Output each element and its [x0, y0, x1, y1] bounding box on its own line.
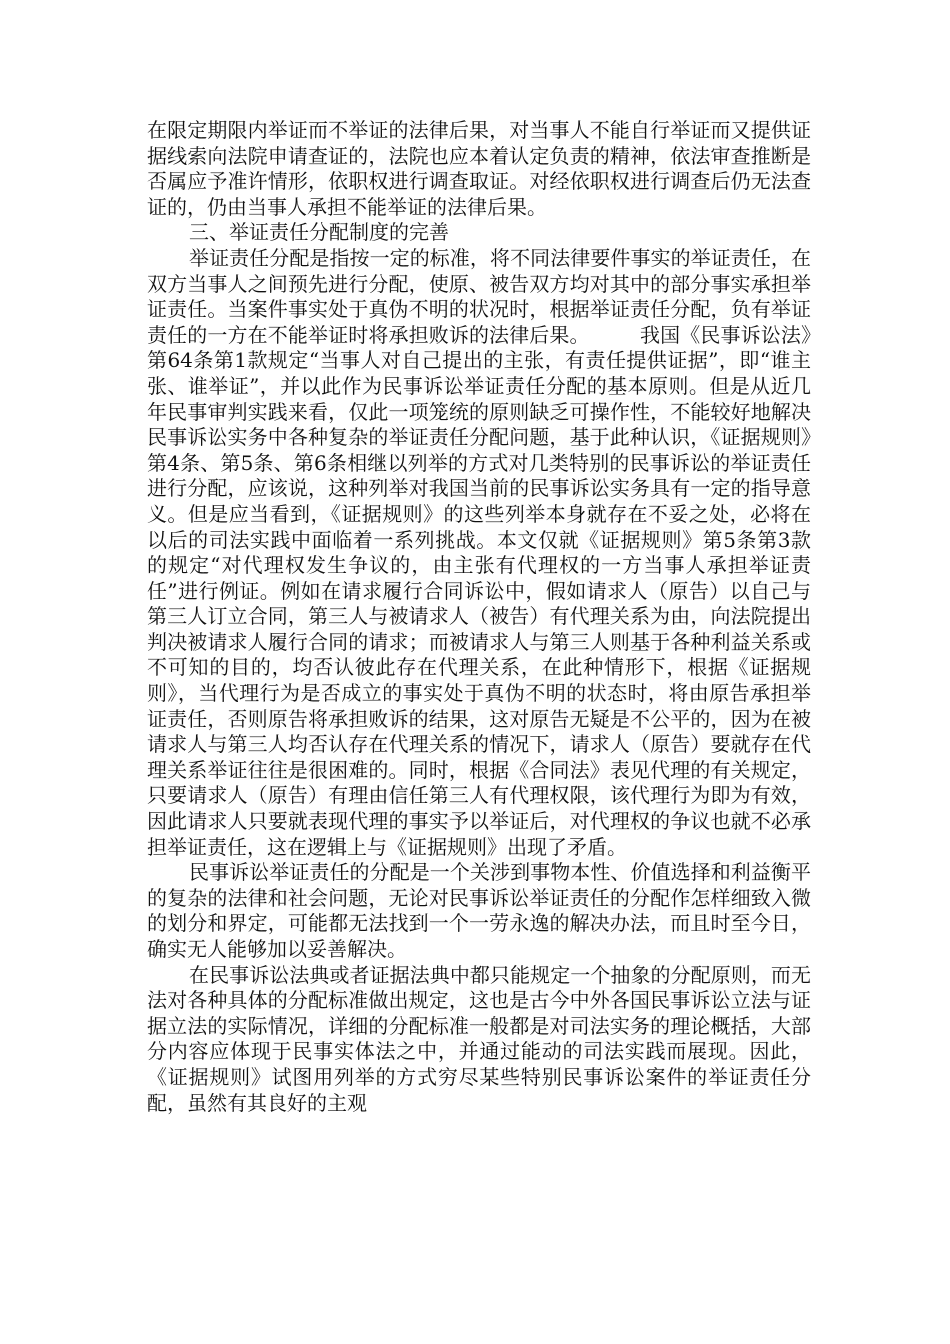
paragraph: 举证责任分配是指按一定的标准，将不同法律要件事实的举证责任，在双方当事人之间预先进行分配，使原、被告双方均对其中的部分事实承担举证责任。当案件事实处于真伪不明的状况时，根据举证责任分配，负有举证责任的一方在不能举证时将承担败诉的法律后果。 我国《民事诉讼法》第64条第1款规定“当事人对自己提出的主张，有责任提供证据”，即“谁主张、谁举证”，并以此作为民事诉讼举证责任分配的基本原则。但是从近几年民事审判实践来看，仅此一项笼统的原则缺乏可操作性，不能较好地解决民事诉讼实务中各种复杂的举证责任分配问题，基于此种认识，《证据规则》第4条、第5条、第6条相继以列举的方式对几类特别的民事诉讼的举证责任进行分配，应该说，这种列举对我国当前的民事诉讼实务具有一定的指导意义。但是应当看到，《证据规则》的这些列举本身就存在不妥之处，必将在以后的司法实践中面临着一系列挑战。本文仅就《证据规则》第5条第3款的规定“对代理权发生争议的，由主张有代理权的一方当事人承担举证责任”进行例证。例如在请求履行合同诉讼中，假如请求人（原告）以自己与第三人订立合同，第三人与被请求人（被告）有代理关系为由，向法院提出判决被请求人履行合同的请求；而被请求人与第三人则基于各种利益关系或不可知的目的，均否认彼此存在代理关系，在此种情形下，根据《证据规则》，当代理行为是否成立的事实处于真伪不明的状态时，将由原告承担举证责任，否则原告将承担败诉的结果，这对原告无疑是不公平的，因为在被请求人与第三人均否认存在代理关系的情况下，请求人（原告）要就存在代理关系举证往往是很困难的。同时，根据《合同法》表见代理的有关规定，只要请求人（原告）有理由信任第三人有代理权限，该代理行为即为有效，因此请求人只要就表现代理的事实予以举证后，对代理权的争议也就不必承担举证责任，这在逻辑上与《证据规则》出现了矛盾。 [147, 245, 811, 859]
paragraph: 在民事诉讼法典或者证据法典中都只能规定一个抽象的分配原则，而无法对各种具体的分配标准做出规定，这也是古今中外各国民事诉讼立法与证据立法的实际情况，详细的分配标准一般都是对司法实务的理论概括，大部分内容应体现于民事实体法之中，并通过能动的司法实践而展现。因此，《证据规则》试图用列举的方式穷尽某些特别民事诉讼案件的举证责任分配，虽然有其良好的主观 [147, 962, 811, 1115]
document-body [147, 118, 811, 1116]
section-heading: 三、举证责任分配制度的完善 [189, 220, 449, 245]
paragraph: 民事诉讼举证责任的分配是一个关涉到事物本性、价值选择和利益衡平的复杂的法律和社会问题，无论对民事诉讼举证责任的分配作怎样细致入微的划分和界定，可能都无法找到一个一劳永逸的解决办法，而且时至今日，确实无人能够加以妥善解决。 [147, 860, 811, 961]
paragraph-continuation: 在限定期限内举证而不举证的法律后果，对当事人不能自行举证而又提供证据线索向法院申请查证的，法院也应本着认定负责的精神，依法审查推断是否属应予准许情形，依职权进行调查取证。对经依职权进行调查后仍无法查证的，仍由当事人承担不能举证的法律后果。 [147, 118, 811, 219]
